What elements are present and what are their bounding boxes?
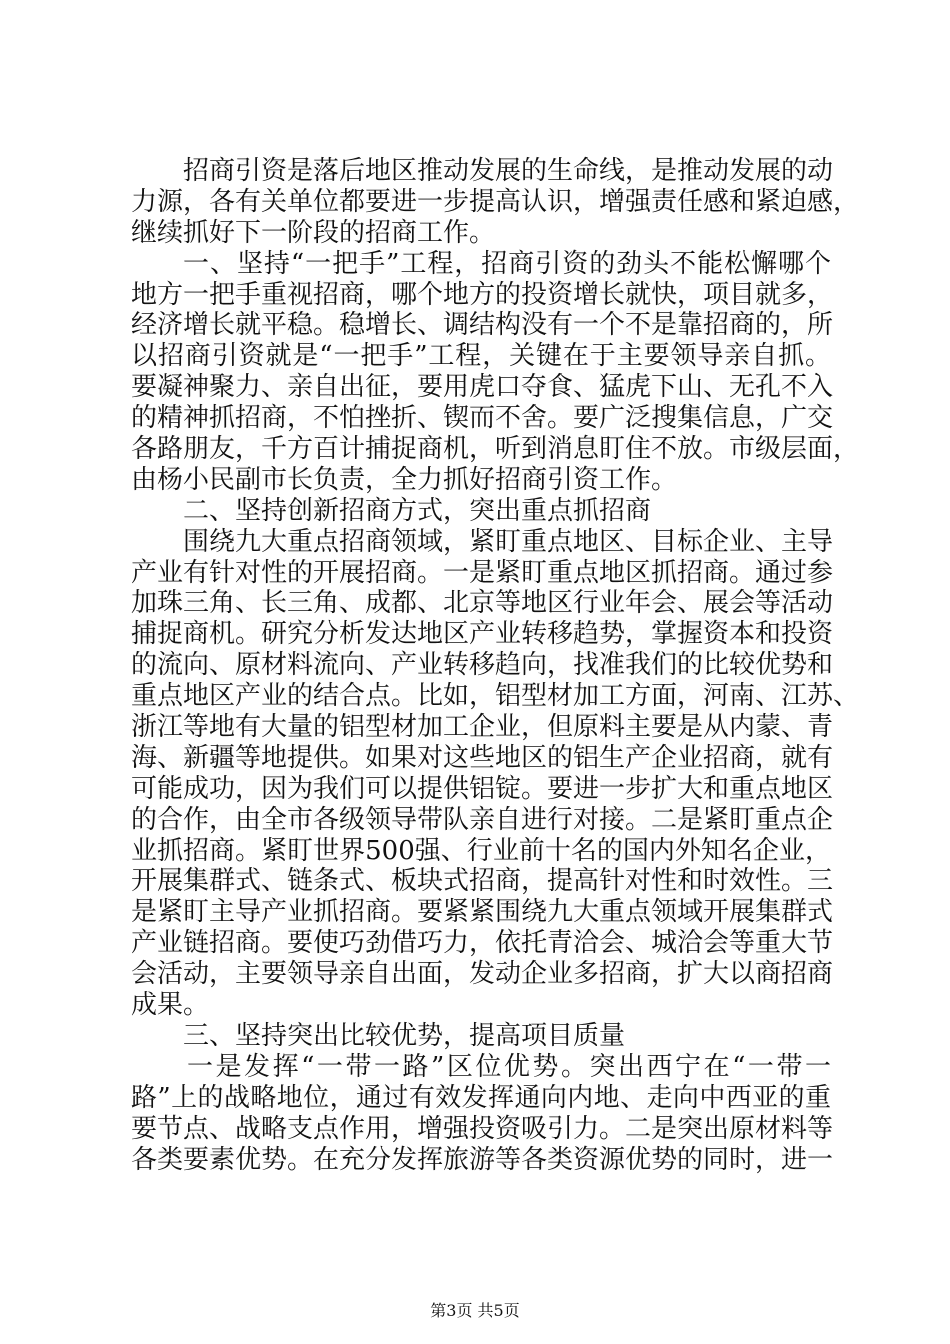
text-line: 产业链招商。要使巧劲借巧力，依托青洽会、城洽会等重大节 <box>131 928 834 959</box>
text-line: 招商引资是落后地区推动发展的生命线，是推动发展的动 <box>183 156 834 186</box>
text-line: 捕捉商机。研究分析发达地区产业转移趋势，掌握资本和投资 <box>131 619 834 650</box>
section2-heading <box>131 496 831 527</box>
section3-heading <box>131 1021 831 1052</box>
text-line: 开展集群式、链条式、板块式招商，提高针对性和时效性。三 <box>131 866 834 897</box>
text-line: 各类要素优势。在充分发挥旅游等各类资源优势的同时，进一 <box>131 1144 834 1175</box>
text-line: 重点地区产业的结合点。比如，铝型材加工方面，河南、江苏、 <box>131 681 860 712</box>
paragraph-section3 <box>131 1051 834 1176</box>
text-line: 成果。 <box>131 990 210 1021</box>
text-line: 经济增长就平稳。稳增长、调结构没有一个不是靠招商的，所 <box>131 310 834 341</box>
section-heading-line: 三、坚持突出比较优势，提高项目质量 <box>183 1020 626 1051</box>
paragraph-intro <box>131 156 860 249</box>
text-line: 一是发挥“一带一路”区位优势。突出西宁在“一带一 <box>187 1051 831 1082</box>
text-line: 继续抓好下一阶段的招商工作。 <box>131 217 496 248</box>
page-number-footer: 第3页 共5页 <box>430 1301 520 1320</box>
text-line: 要节点、战略支点作用，增强投资吸引力。二是突出原材料等 <box>131 1113 834 1144</box>
text-line: 的合作，由全市各级领导带队亲自进行对接。二是紧盯重点企 <box>131 804 834 835</box>
text-line: 浙江等地有大量的铝型材加工企业，但原料主要是从内蒙、青 <box>131 712 834 743</box>
text-line: 各路朋友，千方百计捕捉商机，听到消息盯住不放。市级层面， <box>131 434 860 465</box>
paragraph-section2 <box>131 526 860 1021</box>
paragraph-section1 <box>131 248 860 496</box>
text-line: 围绕九大重点招商领域，紧盯重点地区、目标企业、主导 <box>183 526 834 557</box>
text-line: 路”上的战略地位，通过有效发挥通向内地、走向中西亚的重 <box>131 1082 831 1113</box>
section-heading-line: 一、坚持“一把手”工程，招商引资的劲头不能松懈哪个 <box>183 248 831 279</box>
text-line: 力源，各有关单位都要进一步提高认识，增强责任感和紧迫感， <box>131 186 860 217</box>
text-line: 的精神抓招商，不怕挫折、锲而不舍。要广泛搜集信息，广交 <box>131 403 834 434</box>
text-line: 业抓招商。紧盯世界500强、行业前十名的国内外知名企业， <box>131 835 831 866</box>
text-line: 以招商引资就是“一把手”工程，关键在于主要领导亲自抓。 <box>131 341 831 372</box>
text-line: 海、新疆等地提供。如果对这些地区的铝生产企业招商，就有 <box>131 742 834 773</box>
text-line: 的流向、原材料流向、产业转移趋向，找准我们的比较优势和 <box>131 650 834 681</box>
document-body <box>131 156 860 1175</box>
text-line: 可能成功，因为我们可以提供铝锭。要进一步扩大和重点地区 <box>131 773 834 804</box>
section-heading-line: 二、坚持创新招商方式，突出重点抓招商 <box>183 495 652 526</box>
text-line: 产业有针对性的开展招商。一是紧盯重点地区抓招商。通过参 <box>131 557 834 588</box>
text-line: 由杨小民副市长负责，全力抓好招商引资工作。 <box>131 464 678 495</box>
text-line: 要凝神聚力、亲自出征，要用虎口夺食、猛虎下山、无孔不入 <box>131 372 834 403</box>
text-line: 地方一把手重视招商，哪个地方的投资增长就快，项目就多， <box>131 279 834 310</box>
text-line: 是紧盯主导产业抓招商。要紧紧围绕九大重点领域开展集群式 <box>131 897 834 928</box>
text-line: 加珠三角、长三角、成都、北京等地区行业年会、展会等活动 <box>131 588 834 619</box>
text-line: 会活动，主要领导亲自出面，发动企业多招商，扩大以商招商 <box>131 959 834 990</box>
